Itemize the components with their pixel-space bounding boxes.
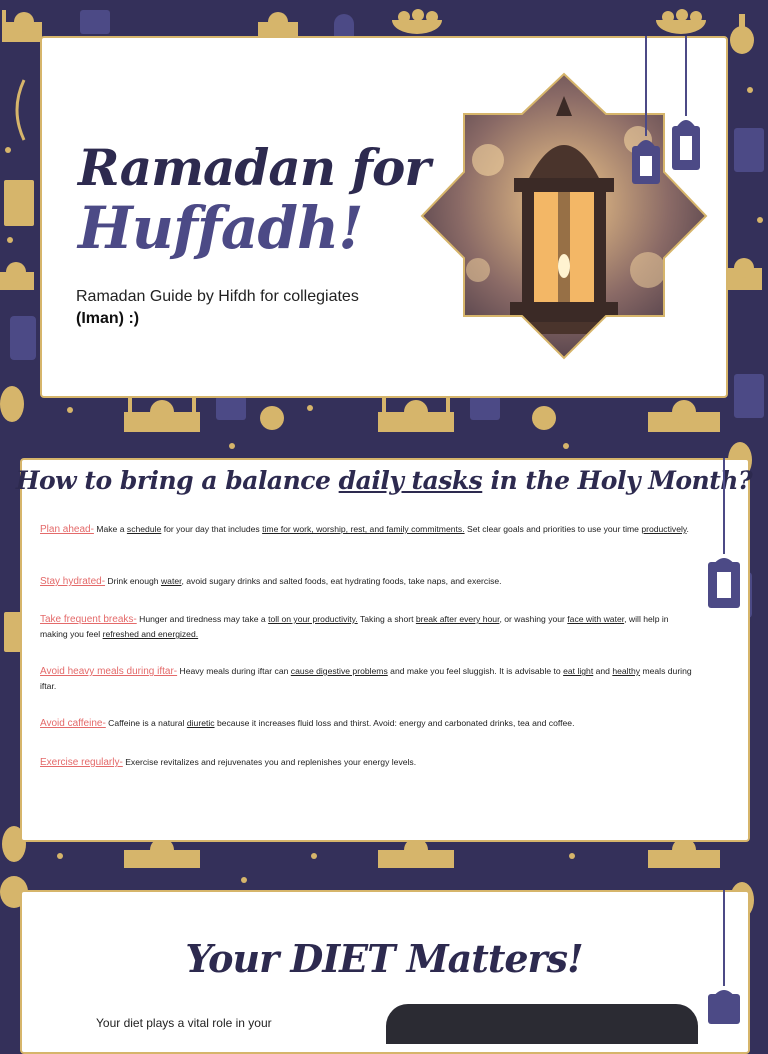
diet-intro-text: Your diet plays a vital role in your [96, 1016, 272, 1030]
tip-text: . [686, 524, 689, 534]
tip-text: Make a [93, 524, 127, 534]
tip-text: Caffeine is a natural [105, 718, 187, 728]
lantern-icon [708, 990, 740, 1024]
tip-label: Exercise regularly- [40, 757, 123, 768]
tip-label: Avoid heavy meals during iftar- [40, 666, 178, 677]
tip-text: Taking a short [357, 614, 416, 624]
tip-emphasis: eat light [563, 666, 594, 676]
tip-text: and make you feel sluggish. It is advisable to [387, 666, 564, 676]
tip-emphasis: productively [641, 524, 687, 534]
tip-emphasis: healthy [612, 666, 641, 676]
tip-emphasis: cause digestive problems [290, 666, 388, 676]
tip-text: Hunger and tiredness may take a [136, 614, 269, 624]
diet-heading: Your DIET Matters! [185, 936, 583, 981]
tip-avoid-caffeine [40, 716, 692, 731]
tip-plan-ahead [40, 522, 692, 537]
diet-photo [386, 1004, 698, 1044]
tip-emphasis: schedule [126, 524, 162, 534]
tip-frequent-breaks [40, 612, 692, 642]
tip-exercise-regularly [40, 755, 692, 770]
tip-label: Stay hydrated- [40, 576, 106, 587]
tip-emphasis: diuretic [186, 718, 215, 728]
heading-text: in the Holy Month? [482, 466, 753, 495]
hero-author: (Iman) :) [76, 310, 140, 327]
tip-emphasis: face with water [567, 614, 625, 624]
tip-text: , avoid sugary drinks and salted foods, eat hydrating foods, take naps, and exercise. [181, 576, 502, 586]
lantern-icon [708, 558, 740, 608]
tip-emphasis: water [160, 576, 182, 586]
lantern-icon [672, 120, 700, 170]
dates-bowl-icon [656, 9, 706, 34]
tip-emphasis: refreshed and energized. [102, 629, 199, 639]
tip-text: , or washing your [499, 614, 568, 624]
tip-label: Take frequent breaks- [40, 614, 137, 625]
dates-bowl-icon [392, 9, 442, 34]
tip-label: Plan ahead- [40, 524, 94, 535]
hero-subtitle: Ramadan Guide by Hifdh for collegiates [76, 288, 359, 305]
mosque-icon [648, 400, 720, 432]
tip-stay-hydrated [40, 574, 692, 589]
daily-tasks-heading [0, 466, 768, 495]
tip-text: Drink enough [105, 576, 161, 586]
tip-avoid-heavy-meals [40, 664, 692, 694]
teapot-icon [730, 14, 754, 54]
daily-tasks-panel [20, 458, 753, 842]
prayer-beads-icon [17, 80, 24, 140]
tip-text: Heavy meals during iftar can [177, 666, 291, 676]
tip-text: Exercise revitalizes and rejuvenates you and replenishes your energy levels. [122, 757, 417, 767]
tip-text: , will help in making you feel [40, 614, 669, 639]
mosque-icon [378, 398, 454, 432]
hero-title-line2: Huffadh! [78, 194, 363, 262]
tip-text: and [593, 666, 613, 676]
hero-title-line1: Ramadan for [78, 138, 430, 197]
tip-emphasis: break after every hour [415, 614, 500, 624]
lantern-icon [632, 140, 660, 184]
tip-text: Set clear goals and priorities to use your time [464, 524, 642, 534]
hanging-lanterns-decoration [626, 36, 706, 186]
hanging-lantern-decoration [706, 890, 746, 1024]
tip-emphasis: toll on your productivity. [268, 614, 358, 624]
tip-text: for your day that includes [161, 524, 263, 534]
hanging-lantern-decoration [706, 458, 746, 614]
tip-emphasis: time for work, worship, rest, and family commitments. [262, 524, 465, 534]
mosque-icon [2, 10, 42, 42]
mosque-icon [124, 838, 720, 868]
mosque-icon [124, 398, 200, 432]
tip-label: Avoid caffeine- [40, 718, 106, 729]
tip-text: because it increases fluid loss and thirst. Avoid: energy and carbonated drinks, tea and coffee. [214, 718, 575, 728]
heading-text: How to bring a balance [15, 466, 339, 495]
heading-emphasis: daily tasks [338, 466, 483, 495]
tip-text: meals during iftar. [40, 666, 692, 691]
